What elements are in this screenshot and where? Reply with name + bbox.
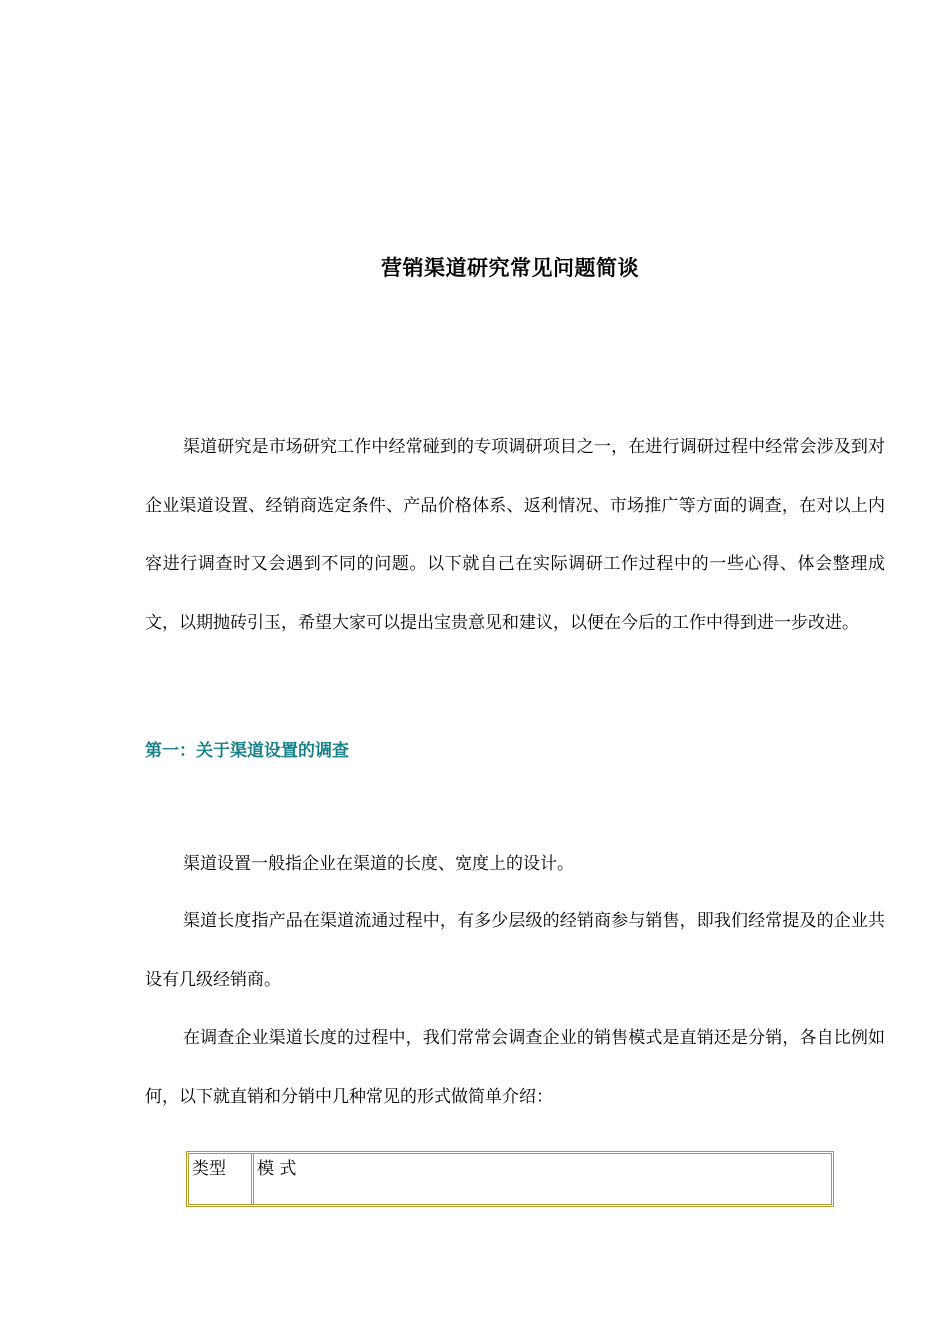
body-paragraph: 在调查企业渠道长度的过程中，我们常常会调查企业的销售模式是直销还是分销，各自比例如何，以下就直销和分销中几种常见的形式做简单介绍： (145, 1028, 885, 1107)
table-header-cell: 类型 (189, 1154, 254, 1204)
intro-paragraph: 渠道研究是市场研究工作中经常碰到的专项调研项目之一，在进行调研过程中经常会涉及到对企业渠道设置、经销商选定条件、产品价格体系、返利情况、市场推广等方面的调查，在对以上内容进行调查时又会遇到不同的问题。以下就自己在实际调研工作过程中的一些心得、体会整理成文，以期抛砖引玉，希望大家可以提出宝贵意见和建议，以便在今后的工作中得到进一步改进。 (145, 437, 885, 634)
section-heading: 第一：关于渠道设置的调查 (145, 741, 349, 761)
channel-type-table (186, 1151, 834, 1207)
body-paragraph: 渠道长度指产品在渠道流通过程中，有多少层级的经销商参与销售，即我们经常提及的企业共设有几级经销商。 (145, 911, 885, 990)
table-header-row (189, 1154, 831, 1204)
table-header-cell: 模 式 (257, 1159, 297, 1179)
document-title: 营销渠道研究常见问题简谈 (381, 255, 639, 280)
body-paragraph: 渠道设置一般指企业在渠道的长度、宽度上的设计。 (183, 854, 574, 874)
